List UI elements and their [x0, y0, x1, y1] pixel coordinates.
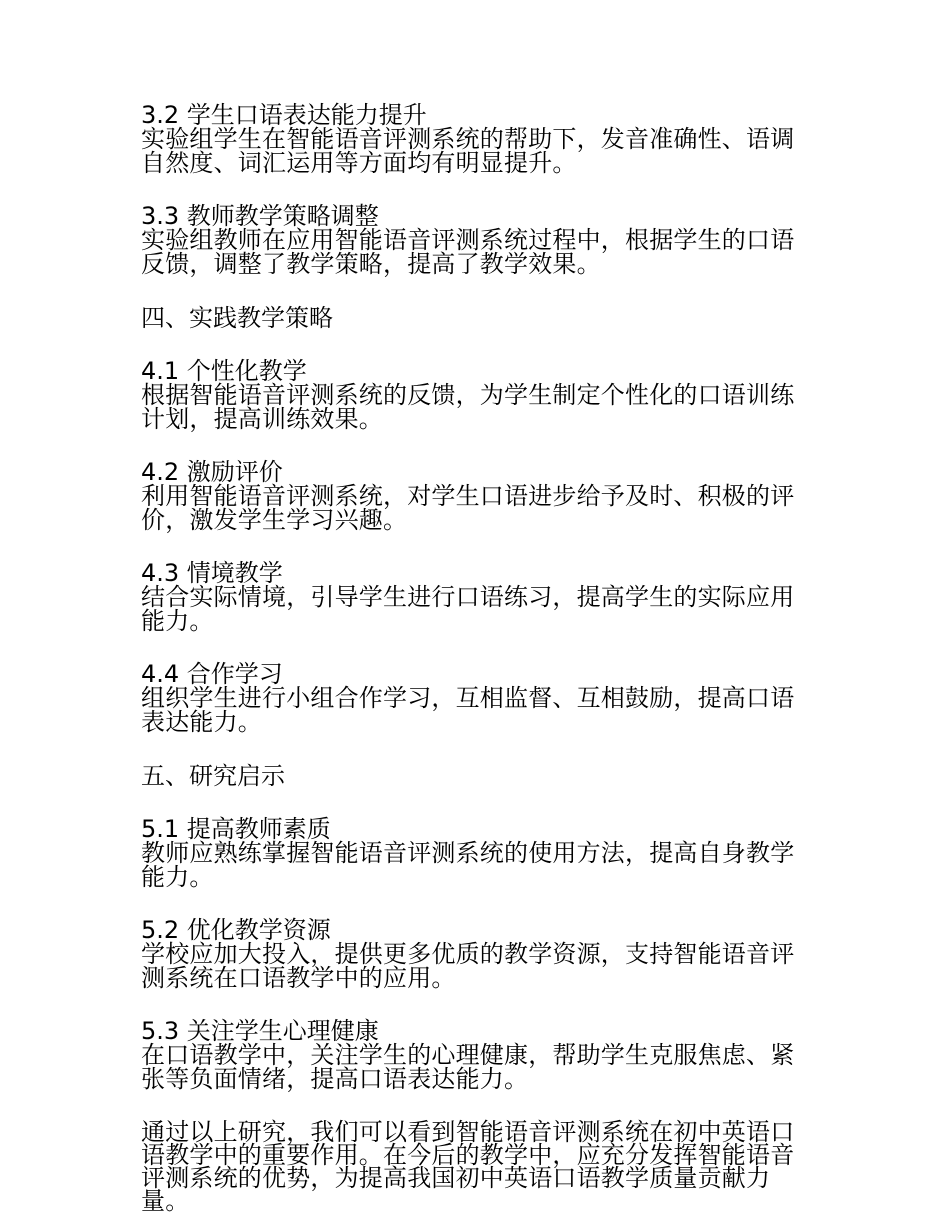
paragraph-line: 学校应加大投入，提供更多优质的教学资源，支持智能语音评 [141, 940, 795, 968]
section-5-3 [141, 1017, 813, 1093]
section-heading: 5.2 优化教学资源 [141, 916, 331, 944]
section-5-2 [141, 916, 813, 992]
section-5-1 [141, 815, 813, 891]
paragraph-line: 张等负面情绪，提高口语表达能力。 [141, 1065, 529, 1093]
section-3-3 [141, 202, 813, 278]
section-4-3 [141, 559, 813, 635]
paragraph-line: 评测系统的优势，为提高我国初中英语口语教学质量贡献力 [141, 1164, 771, 1192]
section-4-2 [141, 458, 813, 534]
paragraph-line: 组织学生进行小组合作学习，互相监督、互相鼓励，提高口语 [141, 684, 795, 712]
document-page [141, 101, 813, 1215]
section-3-2 [141, 101, 813, 177]
paragraph-line: 根据智能语音评测系统的反馈，为学生制定个性化的口语训练 [141, 381, 795, 409]
section-heading: 5.3 关注学生心理健康 [141, 1017, 379, 1045]
section-heading: 4.1 个性化教学 [141, 357, 307, 385]
paragraph-line: 表达能力。 [141, 708, 262, 736]
paragraph-line: 能力。 [141, 863, 214, 891]
paragraph-line: 实验组教师在应用智能语音评测系统过程中，根据学生的口语 [141, 226, 795, 254]
section-4-4 [141, 660, 813, 736]
paragraph-line: 计划，提高训练效果。 [141, 405, 383, 433]
paragraph-line: 利用智能语音评测系统，对学生口语进步给予及时、积极的评 [141, 482, 795, 510]
paragraph-line: 自然度、词汇运用等方面均有明显提升。 [141, 149, 577, 177]
paragraph-line: 语教学中的重要作用。在今后的教学中，应充分发挥智能语音 [141, 1141, 795, 1169]
paragraph-line: 测系统在口语教学中的应用。 [141, 964, 456, 992]
paragraph-line: 通过以上研究，我们可以看到智能语音评测系统在初中英语口 [141, 1118, 795, 1146]
section-heading: 4.3 情境教学 [141, 559, 283, 587]
section-heading: 3.2 学生口语表达能力提升 [141, 101, 427, 129]
paragraph-line: 教师应熟练掌握智能语音评测系统的使用方法，提高自身教学 [141, 839, 795, 867]
paragraph-line: 反馈，调整了教学策略，提高了教学效果。 [141, 250, 601, 278]
section-4-1 [141, 357, 813, 433]
section-heading: 5.1 提高教师素质 [141, 815, 331, 843]
part-title: 五、研究启示 [141, 762, 285, 790]
section-heading: 3.3 教师教学策略调整 [141, 202, 379, 230]
paragraph-line: 价，激发学生学习兴趣。 [141, 506, 408, 534]
paragraph-line: 在口语教学中，关注学生的心理健康，帮助学生克服焦虑、紧 [141, 1041, 795, 1069]
paragraph-line: 结合实际情境，引导学生进行口语练习，提高学生的实际应用 [141, 583, 795, 611]
conclusion-paragraph [141, 1118, 813, 1215]
paragraph-line: 能力。 [141, 607, 214, 635]
part-title: 四、实践教学策略 [141, 304, 333, 332]
section-heading: 4.4 合作学习 [141, 660, 283, 688]
section-heading: 4.2 激励评价 [141, 458, 283, 486]
paragraph-line: 量。 [141, 1187, 190, 1215]
paragraph-line: 实验组学生在智能语音评测系统的帮助下，发音准确性、语调 [141, 125, 795, 153]
